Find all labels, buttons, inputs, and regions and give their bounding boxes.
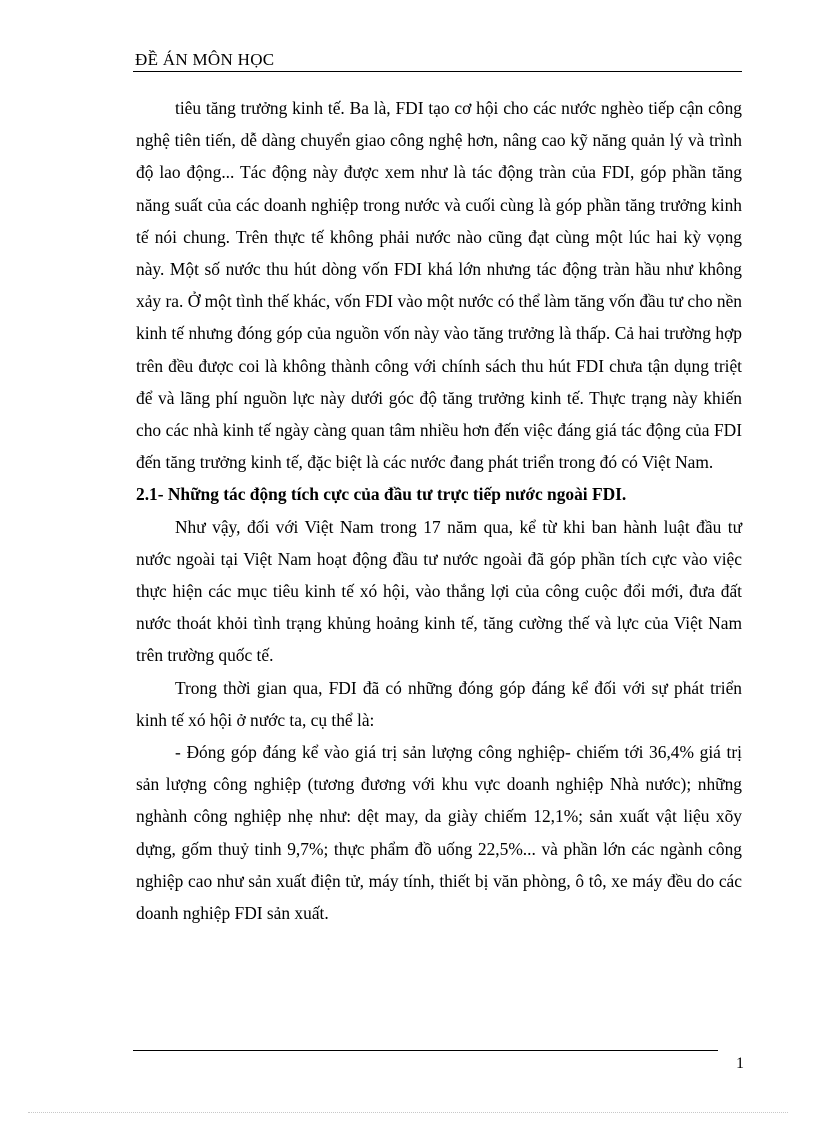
document-body (136, 92, 742, 929)
footer-divider (133, 1050, 718, 1051)
page-bottom-border (28, 1112, 788, 1113)
page-number: 1 (736, 1055, 744, 1072)
paragraph-industrial-output: - Đóng góp đáng kể vào giá trị sản lượng công nghiệp- chiếm tới 36,4% giá trị sản lượng công nghiệp (tương đương với khu vực doanh nghiệp Nhà nước); những nghành công nghiệp nhẹ như: dệt may, da giày chiếm 12,1%; sản xuất vật liệu xõy dựng, gốm thuỷ tinh 9,7%; thực phẩm đồ uống 22,5%... và phần lớn các ngành công nghiệp cao như sản xuất điện tử, máy tính, thiết bị văn phòng, ô tô, xe máy đều do các doanh nghiệp FDI sản xuất. (136, 742, 742, 924)
paragraph-vietnam-17-years: Như vậy, đối với Việt Nam trong 17 năm qua, kể từ khi ban hành luật đầu tư nước ngoài tại Việt Nam hoạt động đầu tư nước ngoài đã góp phần tích cực vào việc thực hiện các mục tiêu kinh tế xó hội, vào thắng lợi của công cuộc đổi mới, đưa đất nước thoát khỏi tình trạng khủng hoảng kinh tế, tăng cường thế và lực của Việt Nam trên trường quốc tế. (136, 516, 742, 666)
paragraph-contributions-intro: Trong thời gian qua, FDI đã có những đóng góp đáng kể đối với sự phát triển kinh tế xó hội ở nước ta, cụ thể là: (136, 677, 742, 730)
paragraph-fdi-impact: tiêu tăng trưởng kinh tế. Ba là, FDI tạo cơ hội cho các nước nghèo tiếp cận công nghệ tiên tiến, dễ dàng chuyển giao công nghệ hơn, nâng cao kỹ năng quản lý và trình độ lao động... Tác động này được xem như là tác động tràn của FDI, góp phần tăng năng suất của các doanh nghiệp trong nước và cuối cùng là góp phần tăng trưởng kinh tế nói chung. Trên thực tế không phải nước nào cũng đạt cùng một lúc hai kỳ vọng này. Một số nước thu hút dòng vốn FDI khá lớn nhưng tác động tràn hầu như không xảy ra. Ở một tình thế khác, vốn FDI vào một nước có thể làm tăng vốn đầu tư cho nền kinh tế nhưng đóng góp của nguồn vốn này vào tăng trưởng là thấp. Cả hai trường hợp trên đều được coi là không thành công với chính sách thu hút FDI chưa tận dụng triệt để và lãng phí nguồn lực này dưới góc độ tăng trưởng kinh tế. Thực trạng này khiến cho các nhà kinh tế ngày càng quan tâm nhiều hơn đến việc đáng giá tác động của FDI đến tăng trưởng kinh tế, đặc biệt là các nước đang phát triển trong đó có Việt Nam. (136, 98, 742, 473)
header-divider (133, 71, 742, 72)
page-header-title: ĐỀ ÁN MÔN HỌC (135, 50, 275, 69)
section-heading: 2.1- Những tác động tích cực của đầu tư trực tiếp nước ngoài FDI. (136, 484, 627, 505)
